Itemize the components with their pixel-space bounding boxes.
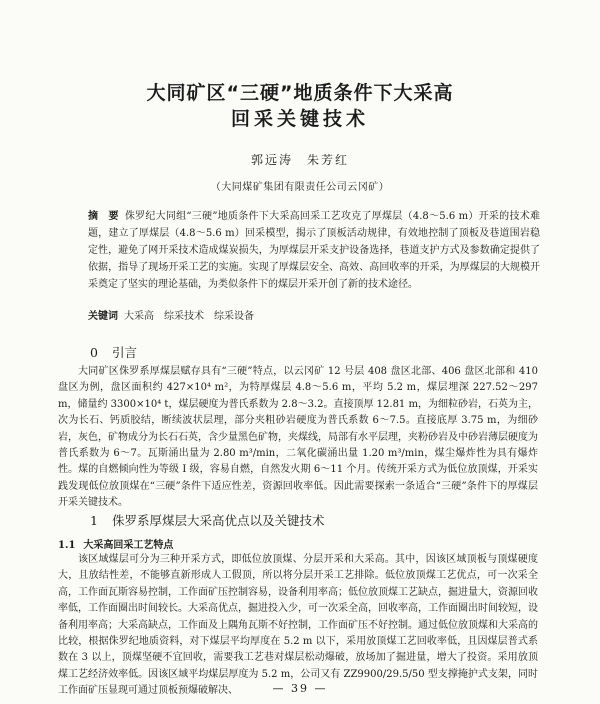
section-heading-0 (90, 343, 137, 361)
subsection-heading (58, 536, 173, 551)
keywords (88, 308, 540, 325)
subsection-number: 1.1 (58, 540, 76, 551)
paragraph: 该区域煤层可分为三种开采方式，即低位放顶煤、分层开采和大采高。其中，因该区域顶板与顶煤硬度大，且放结性差，不能够直新形成人工假顶，所以将分层开采工艺排除。低位放顶煤工艺优点，可一次采全高，工作面瓦斯容易控制，工作面矿压控制容易，设备利用率高；低位放顶煤工艺缺点，掘进量大，资源回收率低，工作面圈出时间较长。大采高优点，掘进投入少，可一次采全高，回收率高，工作面圈出时间较短，设备利用率高；大采高缺点，工作面及上隅角瓦斯不好控制，工作面矿压不好控制。通过低位放顶煤和大采高的比较，根据侏罗纪地质资料，对下煤层平均厚度在 5.2 m 以下，采用放顶煤工艺回收率低，且因煤层普式系数在 3 以上，顶煤坚硬不宜回收，需要我工艺巷对煤层松动爆破，放场加了掘进量，增大了投资。采用放顶煤工艺经济效率低。因该区域平均煤层厚度为 5.2 m，公司又有 ZZ9900/29.5/50 型支撑掩护式支架，同时工作面矿压显现可通过顶板预爆破解决、 (58, 554, 538, 697)
section-title: 引言 (111, 345, 137, 360)
keywords-label: 关键词 (88, 311, 118, 322)
keywords-text: 大采高 综采技术 综采设备 (124, 311, 254, 322)
section-number: 1 (90, 513, 98, 528)
paper-title-line-2: 回采关键技术 (230, 108, 369, 130)
abstract-text: 侏罗纪大同组“三硬”地质条件下大采高回采工艺攻克了厚煤层（4.8～5.6 m）开采的技术难题，建立了厚煤层（4.8～5.6 m）回采模型，揭示了顶板活动规律，有效地控制了顶板及巷道围岩稳定性，避免了网开采技术造成煤炭损失，为厚煤层开采支护设备选择，巷道支护方式及参数确定提供了依据，指导了现场开采工艺的实施。实现了厚煤层安全、高效、高回收率的开采，为厚煤层的大规模开采奠定了坚实的理论基础，为类似条件下的煤层开采开创了新的技术途径。 (88, 211, 540, 290)
section-heading-1 (90, 511, 324, 529)
body-text-section-1 (58, 552, 538, 700)
section-number: 0 (90, 345, 98, 360)
paper-title-line-1: 大同矿区“三硬”地质条件下大采高 (146, 82, 454, 104)
affiliation: （大同煤矿集团有限责任公司云冈矿） (210, 182, 390, 193)
body-text-intro (58, 364, 538, 512)
subsection-title: 大采高回采工艺特点 (83, 540, 174, 551)
authors: 郭远涛 朱芳红 (250, 153, 349, 167)
abstract-label: 摘 要 (88, 211, 119, 222)
section-title: 侏罗系厚煤层大采高优点以及关键技术 (111, 513, 325, 528)
abstract (88, 208, 540, 293)
page-number: — 39 — (272, 682, 328, 695)
paragraph: 大同矿区侏罗系厚煤层赋存具有“三硬”特点，以云冈矿 12 号层 408 盘区北部、406 盘区北部和 410 盘区为例，盘区面积约 427×10⁴ m²，为特厚煤层 4.8～5.6 m，平均 5.2 m，煤层埋深 227.52～297 m，储量约 3300×10⁴ t，煤层硬度为普氏系数为 2.8～3.2。直接顶厚 12.81 m，为细粒砂岩，石英为主，次为长石、钙质胶结，断续波状层理，部分夹粗砂岩硬度为普氏系数 6～7.5。直接底厚 3.75 m，为细砂岩，灰色，矿物成分为长石石英，含少量黑色矿物，夹煤线，局部有水平层理，夹粉砂岩及中砂岩薄层硬度为普氏系数为 6～7。瓦斯涌出量为 2.80 m³/min，二氧化碳涌出量 1.20 m³/min，煤尘爆炸性为具有爆炸性。煤的自燃倾向性为等级 I 级，容易自燃，自然发火期 6～11 个月。传统开采方式为低位放顶煤，开采实践发现低位放顶煤在“三硬”条件下适应性差，资源回收率低。因此需要探索一条适合“三硬”条件下的厚煤层开采关键技术。 (58, 366, 538, 509)
